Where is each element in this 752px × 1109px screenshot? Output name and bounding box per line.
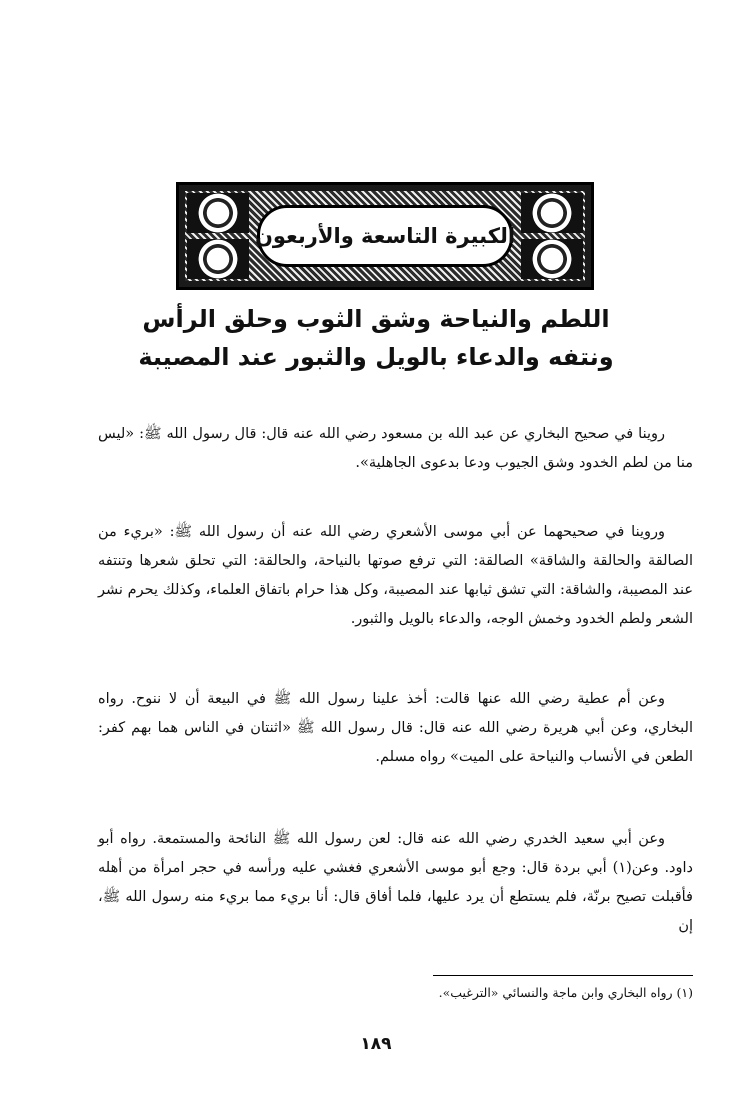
paragraph-4 bbox=[98, 825, 693, 941]
ornament-corner-icon bbox=[521, 193, 583, 233]
ornament-corner-icon bbox=[187, 239, 249, 279]
paragraph-1 bbox=[98, 420, 693, 478]
ornamental-banner bbox=[176, 182, 594, 290]
paragraph-2 bbox=[98, 518, 693, 634]
paragraph-text: روينا في صحيح البخاري عن عبد الله بن مسعود رضي الله عنه قال: قال رسول الله ﷺ: «ليس منا من لطم الخدود وشق الجيوب ودعا بدعوى الجاهلية». bbox=[98, 426, 693, 471]
section-heading-line-1: اللطم والنياحة وشق الثوب وحلق الرأس bbox=[142, 305, 610, 333]
paragraph-text: وعن أم عطية رضي الله عنها قالت: أخذ علينا رسول الله ﷺ في البيعة أن لا ننوح. رواه البخاري، وعن أبي هريرة رضي الله عنه قال: قال رسول الله ﷺ «اثنتان في الناس هما بهم كفر: الطعن في الأنساب والنياحة على الميت» رواه مسلم. bbox=[98, 691, 693, 765]
chapter-title: الكبيرة التاسعة والأربعون bbox=[254, 224, 516, 248]
ornament-corner-icon bbox=[187, 193, 249, 233]
paragraph-3 bbox=[98, 685, 693, 772]
footnote-divider bbox=[433, 975, 693, 976]
paragraph-text: وروينا في صحيحهما عن أبي موسى الأشعري رضي الله عنه أن رسول الله ﷺ: «بريء من الصالقة والحالقة والشاقة» الصالقة: التي ترفع صوتها بالنياحة، والحالقة: التي تحلق شعرها وتنتفه عند المصيبة، والشاقة: التي تشق ثيابها عند المصيبة، وكل هذا حرام باتفاق العلماء، وكذلك يحرم نشر الشعر ولطم الخدود وخمش الوجه، والدعاء بالويل والثبور. bbox=[98, 524, 693, 627]
page-number: ١٨٩ bbox=[360, 1034, 392, 1054]
section-heading-line-2: ونتفه والدعاء بالويل والثبور عند المصيبة bbox=[138, 343, 614, 371]
banner-plaque bbox=[254, 205, 516, 267]
footnote: (١) رواه البخاري وابن ماجة والنسائي «الترغيب». bbox=[438, 985, 693, 1000]
ornament-corner-icon bbox=[521, 239, 583, 279]
paragraph-text: وعن أبي سعيد الخدري رضي الله عنه قال: لعن رسول الله ﷺ النائحة والمستمعة. رواه أبو داود. وعن(١) أبي بردة قال: وجع أبو موسى الأشعري فغشي عليه ورأسه في حجر امرأة من أهله فأقبلت تصيح برنّة، فلم يستطع أن يرد عليها، فلما أفاق قال: أنا بريء مما بريء منه رسول الله ﷺ، إن bbox=[98, 831, 693, 934]
